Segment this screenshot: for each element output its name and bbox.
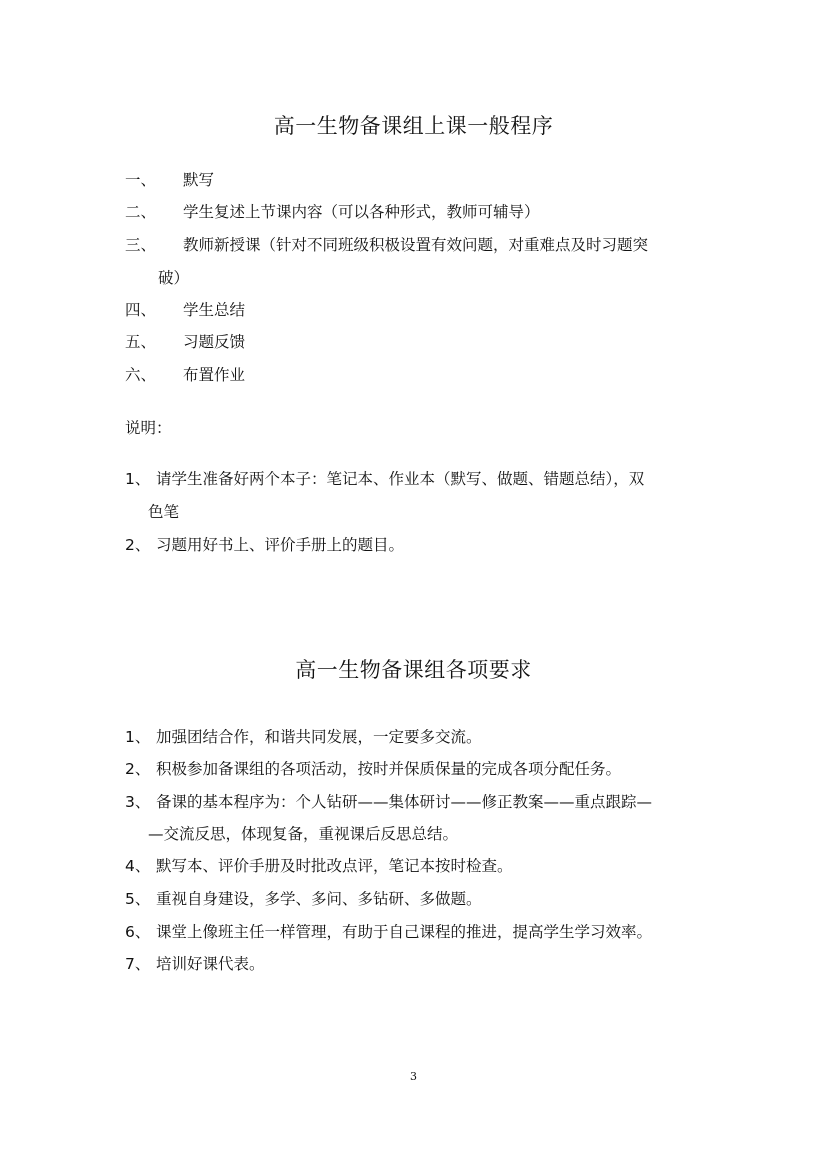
requirement-number: 3、 xyxy=(125,793,151,811)
step-number: 一、 xyxy=(125,171,157,189)
note-label: 说明： xyxy=(125,419,172,437)
requirement-text: 默写本、评价手册及时批改点评，笔记本按时检查。 xyxy=(156,857,513,875)
requirement-number: 4、 xyxy=(125,857,151,875)
requirement-text: 培训好课代表。 xyxy=(156,955,265,973)
requirement-number: 7、 xyxy=(125,955,151,973)
note-text-continued: 色笔 xyxy=(148,503,180,521)
note-number: 2、 xyxy=(125,536,151,554)
step-text: 默写 xyxy=(183,171,215,189)
section1-title: 高一生物备课组上课一般程序 xyxy=(273,114,554,138)
section2-title: 高一生物备课组各项要求 xyxy=(295,658,532,682)
requirement-text: 课堂上像班主任一样管理，有助于自己课程的推进，提高学生学习效率。 xyxy=(156,923,653,941)
step-number: 三、 xyxy=(125,236,157,254)
note-number: 1、 xyxy=(125,470,151,488)
step-number: 二、 xyxy=(125,203,157,221)
step-number: 六、 xyxy=(125,366,157,384)
step-number: 五、 xyxy=(125,333,157,351)
requirement-text: 积极参加备课组的各项活动，按时并保质保量的完成各项分配任务。 xyxy=(156,760,622,778)
requirement-number: 2、 xyxy=(125,760,151,778)
step-text: 布置作业 xyxy=(183,366,246,384)
requirement-number: 1、 xyxy=(125,728,151,746)
requirement-text: 重视自身建设，多学、多问、多钻研、多做题。 xyxy=(156,890,482,908)
note-text: 习题用好书上、评价手册上的题目。 xyxy=(156,536,405,554)
requirement-number: 5、 xyxy=(125,890,151,908)
step-text: 习题反馈 xyxy=(183,333,246,351)
requirement-text: 备课的基本程序为：个人钻研——集体研讨——修正教案——重点跟踪— xyxy=(156,793,653,811)
note-text: 请学生准备好两个本子：笔记本、作业本（默写、做题、错题总结），双 xyxy=(156,470,645,488)
requirement-text-continued: —交流反思，体现复备，重视课后反思总结。 xyxy=(148,825,459,843)
requirement-number: 6、 xyxy=(125,923,151,941)
step-text-continued: 破） xyxy=(158,269,190,287)
step-text: 学生总结 xyxy=(183,301,246,319)
page-number: 3 xyxy=(410,1070,417,1083)
step-text: 教师新授课（针对不同班级积极设置有效问题，对重难点及时习题突 xyxy=(183,236,649,254)
step-number: 四、 xyxy=(125,301,157,319)
requirement-text: 加强团结合作，和谐共同发展，一定要多交流。 xyxy=(156,728,482,746)
step-text: 学生复述上节课内容（可以各种形式，教师可辅导） xyxy=(183,203,540,221)
